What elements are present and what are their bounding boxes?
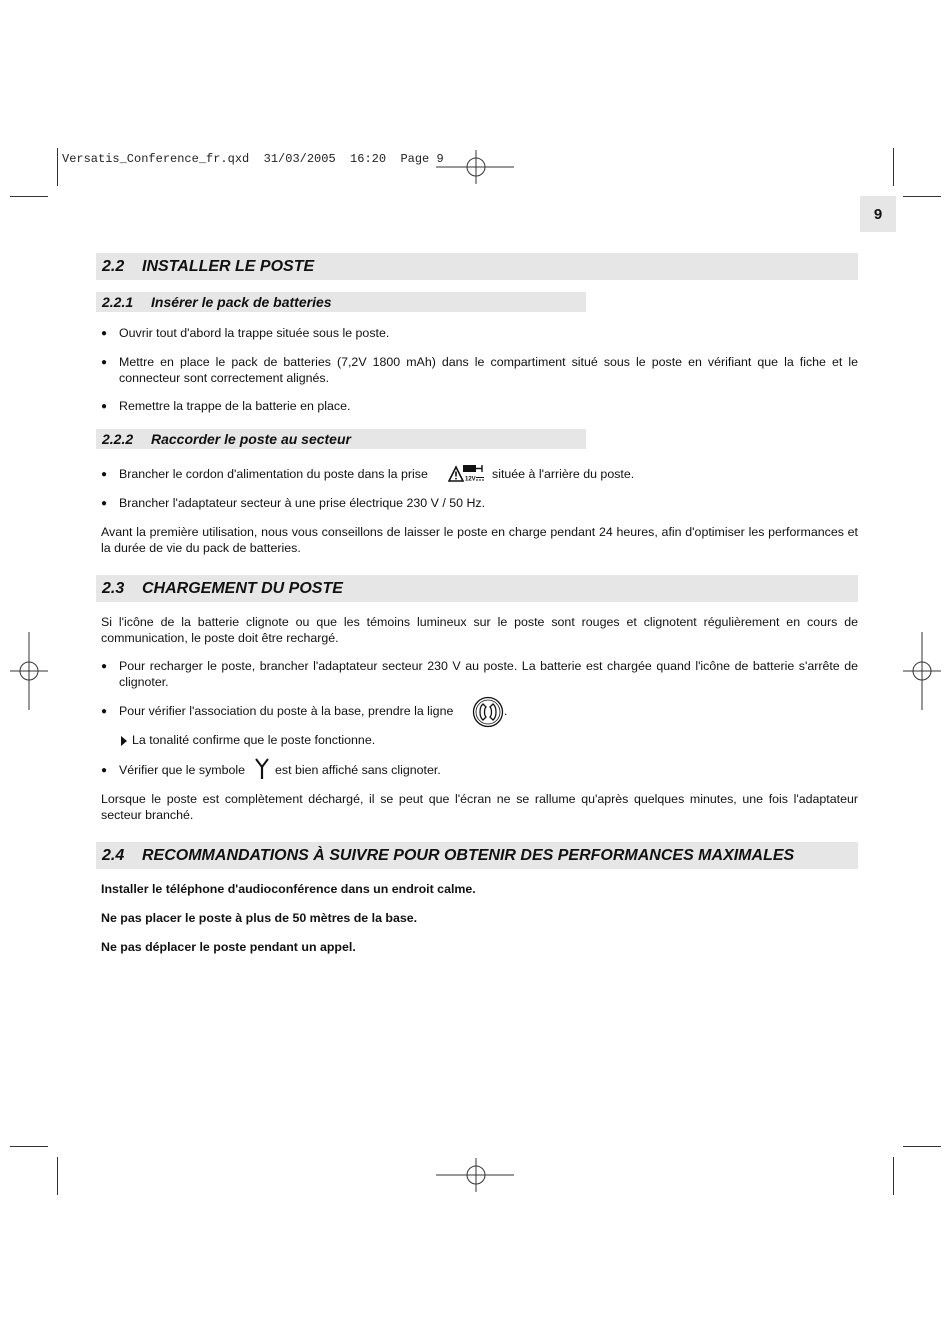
paragraph: Lorsque le poste est complètement déchargé, il se peut que l'écran ne se rallume qu'après quelques minutes, une fois l'adaptateur secteur branché.	[101, 792, 858, 822]
phone-line-icon	[472, 696, 504, 728]
crop-mark	[893, 1157, 894, 1195]
subsection-title: Insérer le pack de batteries	[151, 294, 332, 310]
crop-mark	[10, 196, 48, 197]
recommendation-line: Installer le téléphone d'audioconférence dans un endroit calme.	[101, 882, 476, 896]
list-item-text: est bien affiché sans clignoter.	[275, 763, 441, 777]
triangle-right-icon	[120, 736, 128, 746]
list-item: Remettre la trappe de la batterie en place.	[119, 399, 351, 413]
section-title: INSTALLER LE POSTE	[142, 258, 315, 275]
crop-mark	[57, 148, 58, 186]
power-socket-icon	[448, 463, 486, 483]
print-slug: Versatis_Conference_fr.qxd 31/03/2005 16:20 Page 9	[62, 152, 444, 166]
registration-mark-icon	[10, 632, 48, 710]
crop-mark	[903, 1146, 941, 1147]
list-item: Mettre en place le pack de batteries (7,2V 1800 mAh) dans le compartiment situé sous le poste en vérifiant que la fiche et le connecteur sont correctement alignés.	[119, 355, 858, 385]
crop-mark	[893, 148, 894, 186]
power-icon-label: 12V	[465, 476, 476, 483]
section-title: RECOMMANDATIONS À SUIVRE POUR OBTENIR DES PERFORMANCES MAXIMALES	[142, 847, 795, 864]
section-heading-2-2	[96, 253, 858, 280]
bullet-dot: ●	[101, 469, 108, 480]
registration-mark-icon	[903, 632, 941, 710]
crop-mark	[57, 1157, 58, 1195]
antenna-icon	[254, 758, 270, 780]
list-item: Brancher l'adaptateur secteur à une prise électrique 230 V / 50 Hz.	[119, 496, 486, 510]
registration-mark-icon	[436, 1158, 516, 1192]
page-number: 9	[860, 196, 896, 232]
section-title: CHARGEMENT DU POSTE	[142, 580, 343, 597]
list-item-text: située à l'arrière du poste.	[492, 467, 635, 481]
bullet-dot: ●	[101, 357, 108, 368]
section-number: 2.3	[102, 580, 125, 597]
list-item-text: Vérifier que le symbole	[119, 763, 246, 777]
crop-mark	[10, 1146, 48, 1147]
list-item: Ouvrir tout d'abord la trappe située sous le poste.	[119, 326, 390, 340]
bullet-dot: ●	[101, 401, 108, 412]
bullet-dot: ●	[101, 661, 108, 672]
list-item: Pour recharger le poste, brancher l'adaptateur secteur 230 V au poste. La batterie est chargée quand l'icône de batterie s'arrête de clignoter.	[119, 659, 858, 689]
crop-mark	[903, 196, 941, 197]
subsection-title: Raccorder le poste au secteur	[151, 431, 351, 447]
recommendation-line: Ne pas déplacer le poste pendant un appel.	[101, 940, 356, 954]
bullet-dot: ●	[101, 328, 108, 339]
subsection-number: 2.2.1	[102, 294, 134, 310]
list-item-text: .	[504, 704, 508, 718]
paragraph: Avant la première utilisation, nous vous conseillons de laisser le poste en charge pendant 24 heures, afin d'optimiser les performances et la durée de vie du pack de batteries.	[101, 525, 858, 555]
subsection-number: 2.2.2	[102, 431, 134, 447]
subsection-heading-2-2-2	[96, 429, 586, 449]
sub-list-item: La tonalité confirme que le poste fonctionne.	[132, 733, 376, 747]
bullet-dot: ●	[101, 765, 108, 776]
bullet-dot: ●	[101, 706, 108, 717]
paragraph: Si l'icône de la batterie clignote ou que les témoins lumineux sur le poste sont rouges et clignotent régulièrement en cours de communication, le poste doit être rechargé.	[101, 615, 858, 645]
section-heading-2-4	[96, 842, 858, 869]
registration-mark-icon	[436, 150, 516, 184]
section-number: 2.2	[102, 258, 125, 275]
subsection-heading-2-2-1	[96, 292, 586, 312]
list-item-text: Pour vérifier l'association du poste à la base, prendre la ligne	[119, 704, 454, 718]
recommendation-line: Ne pas placer le poste à plus de 50 mètres de la base.	[101, 911, 418, 925]
section-number: 2.4	[102, 847, 125, 864]
section-heading-2-3	[96, 575, 858, 602]
list-item-text: Brancher le cordon d'alimentation du poste dans la prise	[119, 467, 428, 481]
bullet-dot: ●	[101, 498, 108, 509]
